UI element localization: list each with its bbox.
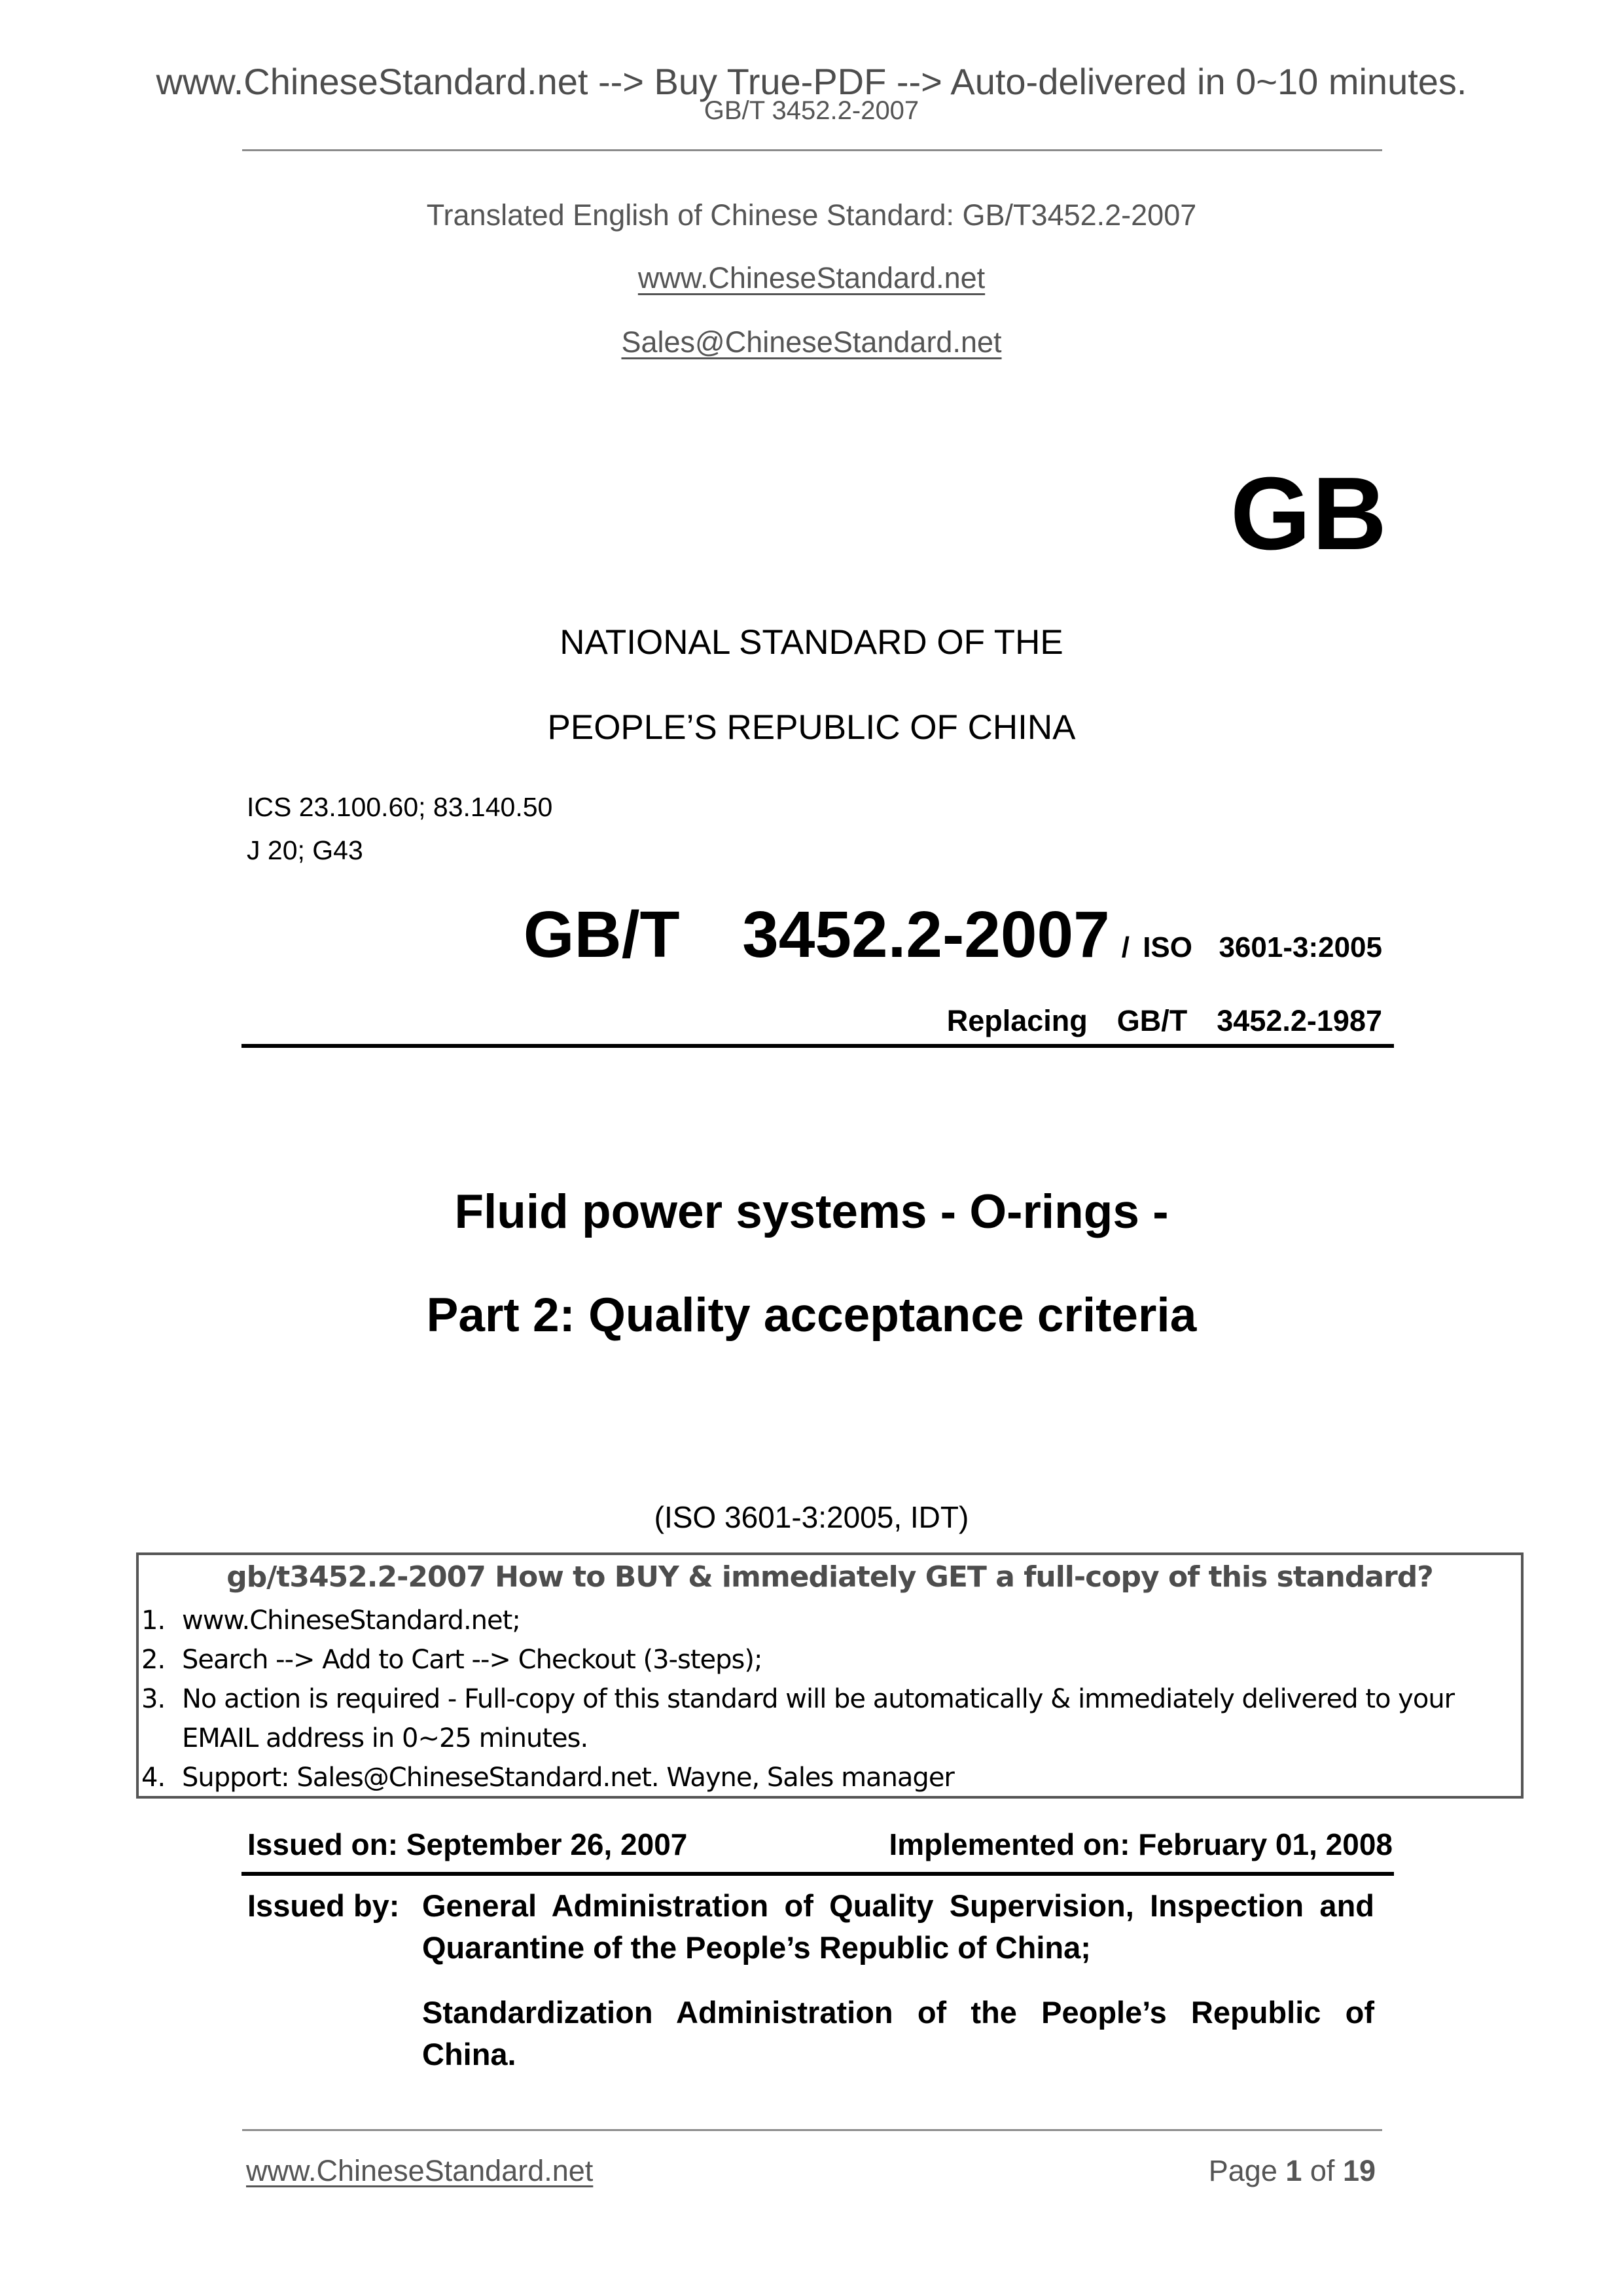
purchase-step — [141, 1758, 1516, 1797]
standard-number: GB/T 3452.2-2007 — [523, 898, 1110, 971]
iso-adoption-note: (ISO 3601-3:2005, IDT) — [654, 1500, 969, 1534]
sales-email-link[interactable]: Sales@ChineseStandard.net — [621, 325, 1002, 359]
step-text: Support: Sales@ChineseStandard.net. Wayne, Sales manager — [182, 1763, 954, 1793]
document-title-line2: Part 2: Quality acceptance criteria — [426, 1289, 1197, 1342]
step-text: No action is required - Full-copy of this standard will be automatically & immediately delivered to your EMAIL address in 0~25 minutes. — [182, 1684, 1455, 1753]
page-of: of — [1302, 2154, 1343, 2187]
page-current: 1 — [1285, 2154, 1302, 2187]
issuer-aqsiq: General Administration of Quality Supervision, Inspection and Quarantine of the People’s Republic of China; — [422, 1888, 1374, 1965]
dates-divider — [241, 1872, 1394, 1876]
page-total: 19 — [1342, 2154, 1376, 2187]
implemented-on-date: Implemented on: February 01, 2008 — [889, 1827, 1393, 1861]
website-link-container — [0, 260, 1623, 296]
iso-equivalent: / ISO 3601-3:2005 — [1121, 931, 1382, 963]
ics-code: ICS 23.100.60; 83.140.50 — [247, 792, 553, 822]
step-number: 1. — [141, 1605, 166, 1636]
issued-by-label: Issued by: — [247, 1888, 400, 1923]
national-standard-heading-line2: PEOPLE’S REPUBLIC OF CHINA — [547, 708, 1076, 747]
translated-note: Translated English of Chinese Standard: GB/T3452.2-2007 — [426, 198, 1197, 232]
purchase-step — [141, 1679, 1516, 1758]
promo-banner: www.ChineseStandard.net --> Buy True-PDF --> Auto-delivered in 0~10 minutes. — [156, 61, 1467, 102]
purchase-step — [141, 1601, 1516, 1640]
step-number: 2. — [141, 1645, 166, 1675]
replacing-standard: Replacing GB/T 3452.2-1987 — [946, 1004, 1382, 1037]
email-link-container — [0, 325, 1623, 360]
issued-on-date: Issued on: September 26, 2007 — [247, 1827, 688, 1861]
issuer-sac: Standardization Administration of the People’s Republic of China. — [422, 1995, 1374, 2072]
national-standard-heading-line1: NATIONAL STANDARD OF THE — [560, 623, 1063, 662]
document-title-line1: Fluid power systems - O-rings - — [454, 1185, 1169, 1238]
standard-divider — [241, 1044, 1394, 1048]
purchase-info-box — [136, 1552, 1524, 1799]
footer-divider — [242, 2129, 1382, 2131]
step-number: 4. — [141, 1763, 166, 1793]
step-text[interactable]: www.ChineseStandard.net; — [182, 1605, 520, 1636]
running-header: GB/T 3452.2-2007 — [704, 96, 919, 125]
ccs-code: J 20; G43 — [247, 835, 363, 865]
purchase-step — [141, 1640, 1516, 1679]
gb-logo: GB — [1230, 456, 1388, 571]
footer-website-link[interactable]: www.ChineseStandard.net — [246, 2154, 594, 2187]
purchase-box-title: gb/t3452.2-2007 How to BUY & immediately GET a full-copy of this standard? — [226, 1560, 1433, 1594]
purchase-steps-list — [141, 1601, 1516, 1797]
page-prefix: Page — [1208, 2154, 1286, 2187]
dates-line — [247, 1826, 1393, 1863]
step-number: 3. — [141, 1684, 166, 1714]
page-indicator — [1209, 2153, 1376, 2189]
website-link[interactable]: www.ChineseStandard.net — [637, 261, 986, 295]
header-divider — [242, 149, 1382, 151]
standard-number-block — [524, 895, 1382, 974]
step-text: Search --> Add to Cart --> Checkout (3-steps); — [182, 1645, 762, 1675]
